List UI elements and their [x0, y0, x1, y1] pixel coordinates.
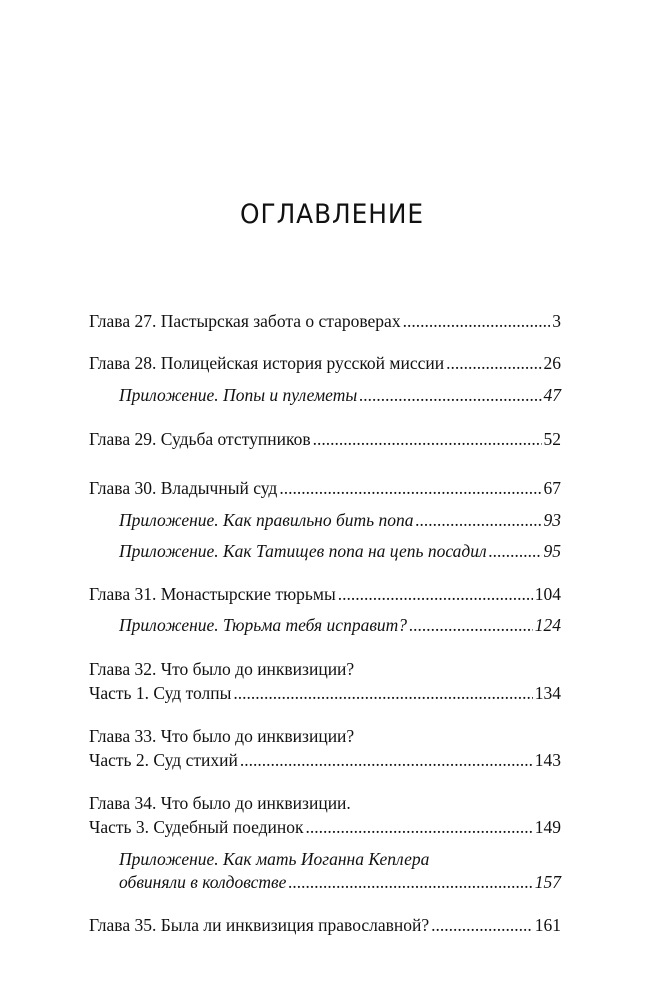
toc-entry[interactable] [89, 310, 561, 332]
toc-appendix-entry[interactable] [119, 871, 561, 893]
toc-page-number: 161 [534, 915, 561, 935]
toc-page-number: 47 [543, 385, 561, 405]
toc-leader-dots [409, 614, 533, 636]
toc-entry-label: обвиняли в колдовстве [119, 872, 287, 892]
toc-appendix-entry[interactable] [119, 614, 561, 636]
toc-entry-label: Глава 35. Была ли инквизиция православной? [89, 915, 430, 935]
toc-entry-label: Приложение. Как правильно бить попа [119, 510, 414, 530]
toc-entry-label: Приложение. Как Татищев попа на цепь посадил [119, 541, 487, 561]
toc-entry-label: Глава 29. Судьба отступников [89, 429, 311, 449]
toc-page-number: 52 [543, 429, 561, 449]
toc-page-number: 157 [534, 872, 561, 892]
toc-entry-first-line[interactable]: Глава 33. Что было до инквизиции? [89, 726, 355, 746]
toc-appendix-entry[interactable] [119, 509, 561, 531]
toc-leader-dots [416, 509, 542, 531]
toc-page-number: 143 [534, 750, 561, 770]
toc-entry[interactable] [89, 914, 561, 936]
toc-entry-label: Приложение. Тюрьма тебя исправит? [119, 615, 408, 635]
toc-page-number: 134 [534, 683, 561, 703]
toc-leader-dots [240, 749, 533, 771]
toc-entry-label: Глава 30. Владычный суд [89, 478, 278, 498]
toc-leader-dots [279, 477, 541, 499]
toc-entry[interactable] [89, 352, 561, 374]
toc-leader-dots [306, 816, 533, 838]
toc-entry-first-line[interactable]: Глава 34. Что было до инквизиции. [89, 793, 351, 813]
toc-page-number: 93 [543, 510, 561, 530]
toc-leader-dots [338, 583, 533, 605]
toc-page-number: 67 [543, 478, 561, 498]
toc-leader-dots [313, 428, 542, 450]
toc-entry[interactable] [89, 428, 561, 450]
toc-entry-label: Часть 1. Суд толпы [89, 683, 232, 703]
toc-appendix-entry[interactable] [119, 540, 561, 562]
toc-entry[interactable] [89, 682, 561, 704]
toc-entry-label: Часть 3. Судебный поединок [89, 817, 304, 837]
toc-page-number: 149 [534, 817, 561, 837]
toc-leader-dots [233, 682, 532, 704]
toc-entry-label: Глава 27. Пастырская забота о староверах [89, 311, 401, 331]
toc-entry-label: Часть 2. Суд стихий [89, 750, 238, 770]
toc-entry[interactable] [89, 749, 561, 771]
toc-entry-first-line[interactable]: Глава 32. Что было до инквизиции? [89, 659, 355, 679]
toc-entry-label: Глава 31. Монастырские тюрьмы [89, 584, 336, 604]
toc-leader-dots [403, 310, 551, 332]
toc-page-number: 124 [534, 615, 561, 635]
toc-leader-dots [446, 352, 541, 374]
toc-entry[interactable] [89, 583, 561, 605]
toc-entry-label: Глава 28. Полицейская история русской миссии [89, 353, 445, 373]
toc-entry[interactable] [89, 477, 561, 499]
toc-page-number: 95 [543, 541, 561, 561]
toc-leader-dots [489, 540, 542, 562]
toc-leader-dots [359, 384, 541, 406]
toc-page-number: 3 [552, 311, 561, 331]
toc-leader-dots [288, 871, 532, 893]
page-title: ОГЛАВЛЕНИЕ [240, 199, 424, 230]
toc-entry[interactable] [89, 816, 561, 838]
toc-appendix-first-line[interactable]: Приложение. Как мать Иоганна Кеплера [119, 849, 430, 869]
toc-leader-dots [431, 914, 533, 936]
toc-page-number: 104 [534, 584, 561, 604]
toc-appendix-entry[interactable] [119, 384, 561, 406]
toc-page-number: 26 [543, 353, 561, 373]
toc-entry-label: Приложение. Попы и пулеметы [119, 385, 358, 405]
